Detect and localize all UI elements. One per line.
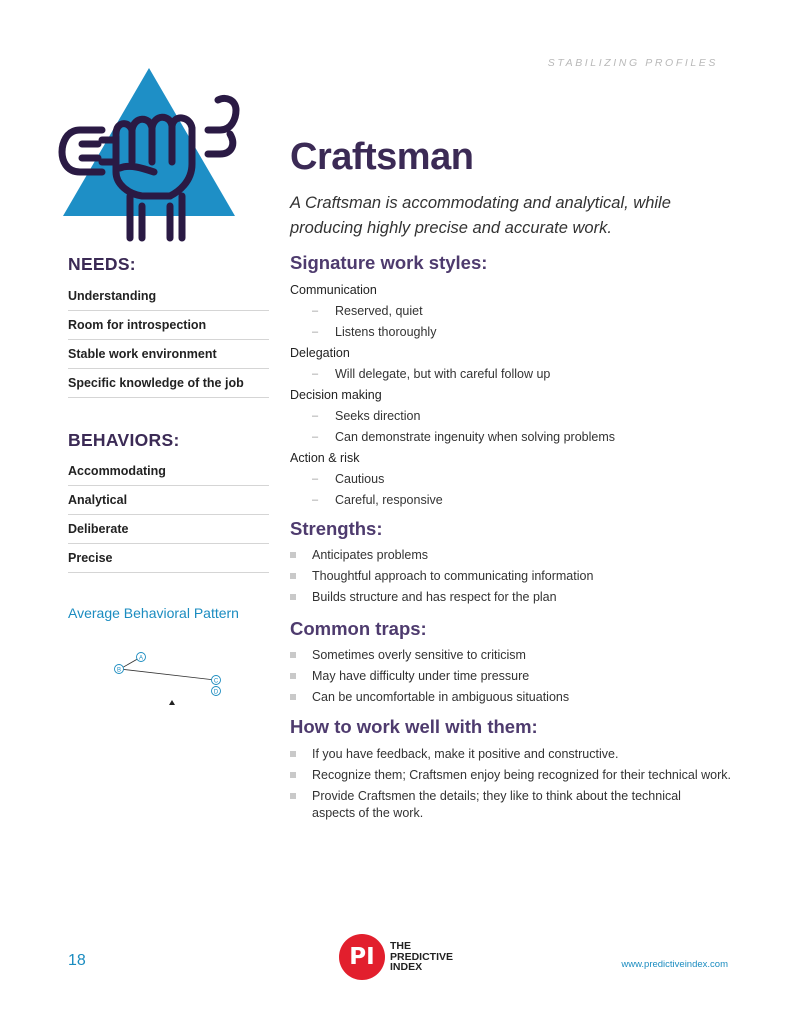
behaviors-heading: BEHAVIORS: (68, 430, 180, 450)
category-label: Decision making (290, 388, 382, 402)
strengths-section (290, 518, 750, 610)
style-item: – Careful, responsive (290, 490, 750, 511)
dash-icon: – (312, 410, 319, 422)
logo-wordmark: THE PREDICTIVE INDEX (390, 940, 454, 973)
factor-d-marker (212, 687, 221, 696)
signature-section (290, 252, 750, 511)
bullet-square-icon (290, 772, 296, 778)
dash-icon: – (312, 368, 319, 380)
list-item: If you have feedback, make it positive and constructive. (290, 746, 750, 763)
list-item: May have difficulty under time pressure (290, 668, 750, 685)
list-item: Recognize them; Craftsmen enjoy being recognized for their technical work. (290, 767, 750, 784)
pattern-title: Average Behavioral Pattern (68, 605, 239, 621)
dash-icon: – (312, 494, 319, 506)
bullet-square-icon (290, 552, 296, 558)
style-item: – Can demonstrate ingenuity when solving problems (290, 427, 750, 448)
list-item: Builds structure and has respect for the plan (290, 589, 750, 606)
needs-item: Room for introspection (68, 311, 269, 340)
signature-heading: Signature work styles: (290, 252, 488, 273)
list-item: Thoughtful approach to communicating information (290, 568, 750, 585)
behaviors-item: Deliberate (68, 515, 269, 544)
predictive-index-logo[interactable] (339, 934, 469, 982)
strengths-heading: Strengths: (290, 518, 383, 539)
pattern-line (120, 669, 215, 680)
factor-d-label: D (213, 689, 219, 696)
style-item: – Will delegate, but with careful follow up (290, 364, 750, 385)
pi-logo-icon: PI (339, 934, 385, 980)
bullet-square-icon (290, 573, 296, 579)
factor-b-label: B (116, 667, 122, 674)
wrench-fist-triangle-icon (58, 64, 240, 242)
behaviors-item: Analytical (68, 486, 269, 515)
bullet-square-icon (290, 751, 296, 757)
factor-c-label: C (213, 678, 219, 685)
website-link[interactable]: www.predictiveindex.com (621, 959, 728, 970)
traps-heading: Common traps: (290, 618, 427, 639)
list-item: Can be uncomfortable in ambiguous situations (290, 689, 750, 706)
category-label: Communication (290, 283, 377, 297)
behaviors-item: Precise (68, 544, 269, 573)
work-well-heading: How to work well with them: (290, 716, 538, 737)
factor-a-label: A (138, 655, 144, 662)
needs-item: Understanding (68, 282, 269, 311)
behavioral-pattern-chart (108, 648, 228, 710)
profile-subtitle: A Craftsman is accommodating and analytical, while producing highly precise and accurate work. (290, 194, 671, 237)
behaviors-section (68, 430, 269, 573)
style-item: – Cautious (290, 469, 750, 490)
norm-triangle-marker (169, 700, 175, 705)
dash-icon: – (312, 326, 319, 338)
category-label: Action & risk (290, 451, 360, 465)
list-item: Anticipates problems (290, 547, 750, 564)
section-tag: STABILIZING PROFILES (547, 57, 718, 69)
list-item: Provide Craftsmen the details; they like to think about the technical aspects of the work. (290, 788, 710, 822)
bullet-square-icon (290, 652, 296, 658)
needs-item: Stable work environment (68, 340, 269, 369)
dash-icon: – (312, 473, 319, 485)
dash-icon: – (312, 431, 319, 443)
bullet-square-icon (290, 594, 296, 600)
work-well-section (290, 716, 750, 826)
bullet-square-icon (290, 673, 296, 679)
needs-section (68, 254, 269, 398)
page-number: 18 (68, 952, 86, 969)
bullet-square-icon (290, 793, 296, 799)
traps-section (290, 618, 750, 710)
factor-a-marker (137, 653, 146, 662)
behaviors-item: Accommodating (68, 457, 269, 486)
style-item: – Reserved, quiet (290, 301, 750, 322)
list-item: Sometimes overly sensitive to criticism (290, 647, 750, 664)
needs-heading: NEEDS: (68, 254, 136, 274)
profile-title: Craftsman (290, 136, 474, 178)
factor-b-marker (115, 665, 124, 674)
category-label: Delegation (290, 346, 350, 360)
style-item: – Seeks direction (290, 406, 750, 427)
factor-c-marker (212, 676, 221, 685)
dash-icon: – (312, 305, 319, 317)
style-item: – Listens thoroughly (290, 322, 750, 343)
bullet-square-icon (290, 694, 296, 700)
needs-item: Specific knowledge of the job (68, 369, 269, 398)
